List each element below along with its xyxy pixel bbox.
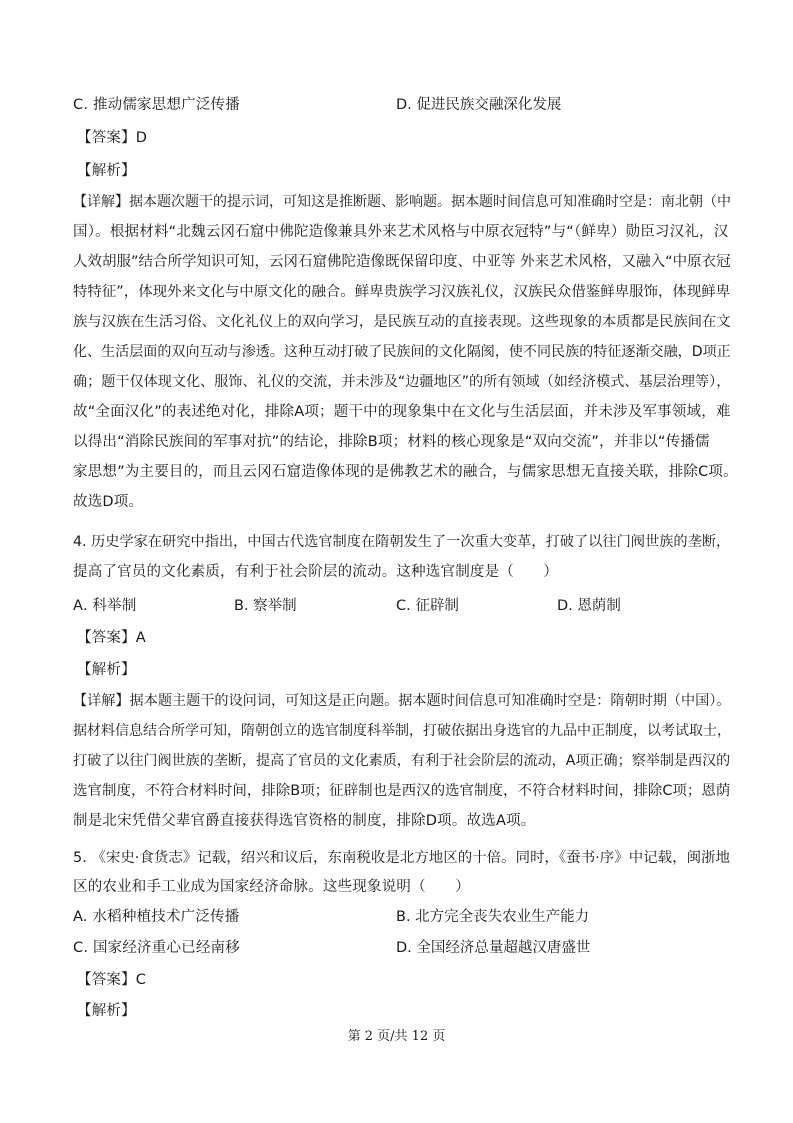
q5-option-b: B. 北方完全丧失农业生产能力 xyxy=(396,909,590,925)
q3-analysis-line: 人效胡服”结合所学知识可知，云冈石窟佛陀造像既保留印度、中亚等 外来艺术风格，又融入“中原衣冠 xyxy=(73,254,731,270)
q3-analysis-line: 故“全面汉化”的表述绝对化，排除A项；题干中的现象集中在文化与生活层面，并未涉及军事领域，难 xyxy=(73,404,731,420)
page-number-footer: 第 2 页/共 12 页 xyxy=(347,1029,446,1044)
q4-stem-line: 4. 历史学家在研究中指出，中国古代选官制度在隋朝发生了一次重大变革，打破了以往门阀世族的垄断， xyxy=(73,534,731,550)
q3-analysis-line: 家思想”为主要目的，而且云冈石窟造像体现的是佛教艺术的融合，与儒家思想无直接关联，排除C项。 xyxy=(73,464,738,480)
q3-option-d: D. 促进民族交融深化发展 xyxy=(396,97,562,113)
q3-analysis-line: 确；题干仅体现文化、服饰、礼仪的交流，并未涉及“边疆地区”的所有领域（如经济模式、基层治理等）， xyxy=(73,374,731,390)
q4-analysis-line: 【详解】据本题主题干的设问词，可知这是正向题。据本题时间信息可知准确时空是：隋朝时期（中国）。 xyxy=(73,693,731,709)
q3-analysis-label: 【解析】 xyxy=(77,163,136,179)
q3-analysis-line: 特特征”，体现外来文化与中原文化的融合。鲜卑贵族学习汉族礼仪，汉族民众借鉴鲜卑服饰，体现鲜卑 xyxy=(73,284,731,300)
q5-option-d: D. 全国经济总量超越汉唐盛世 xyxy=(396,940,591,956)
q5-analysis-label: 【解析】 xyxy=(77,1003,136,1019)
q3-analysis-line: 国）。根据材料“北魏云冈石窟中佛陀造像兼具外来艺术风格与中原衣冠特”与“（鲜卑）勋臣习汉礼，汉 xyxy=(73,224,729,240)
q4-analysis-line: 选官制度，不符合材料时间，排除B项；征辟制也是西汉的选官制度，不符合材料时间，排除C项；恩荫 xyxy=(73,783,731,799)
q4-option-a: A. 科举制 xyxy=(73,598,137,614)
q3-option-c: C. 推动儒家思想广泛传播 xyxy=(73,97,240,113)
q3-analysis-line: 化、生活层面的双向互动与渗透。这种互动打破了民族间的文化隔阂，使不同民族的特征逐渐交融，D项正 xyxy=(73,344,731,360)
q4-option-d: D. 恩荫制 xyxy=(557,598,621,614)
q5-stem-line: 区的农业和手工业成为国家经济命脉。这些现象说明（ ） xyxy=(73,879,470,895)
q3-analysis-line: 【详解】据本题次题干的提示词，可知这是推断题、影响题。据本题时间信息可知准确时空是：南北朝（中 xyxy=(73,194,731,210)
q5-option-c: C. 国家经济重心已经南移 xyxy=(73,940,240,956)
q4-stem-line: 提高了官员的文化素质，有利于社会阶层的流动。这种选官制度是（ ） xyxy=(73,564,559,580)
q4-analysis-line: 打破了以往门阀世族的垄断，提高了官员的文化素质，有利于社会阶层的流动，A项正确；察举制是西汉的 xyxy=(73,753,731,769)
q4-answer: 【答案】A xyxy=(77,630,146,646)
q5-option-a: A. 水稻种植技术广泛传播 xyxy=(73,909,240,925)
q4-analysis-label: 【解析】 xyxy=(77,662,136,678)
q4-analysis-line: 制是北宋凭借父辈官爵直接获得选官资格的制度，排除D项。故选A项。 xyxy=(73,813,536,829)
q4-option-c: C. 征辟制 xyxy=(396,598,459,614)
q3-analysis-line: 族与汉族在生活习俗、文化礼仪上的双向学习，是民族互动的直接表现。这些现象的本质都是民族间在文 xyxy=(73,314,731,330)
q3-answer: 【答案】D xyxy=(77,130,148,146)
q4-analysis-line: 据材料信息结合所学可知，隋朝创立的选官制度科举制，打破依据出身选官的九品中正制度，以考试取士， xyxy=(73,723,731,739)
q3-analysis-line: 故选D项。 xyxy=(73,494,144,510)
q4-option-b: B. 察举制 xyxy=(234,598,297,614)
q3-analysis-line: 以得出“消除民族间的军事对抗”的结论，排除B项；材料的核心现象是“双向交流”，并非以“传播儒 xyxy=(73,434,710,450)
q5-stem-line: 5. 《宋史·食货志》记载，绍兴和议后，东南税收是北方地区的十倍。同时，《蚕书·序》中记载，闽浙地 xyxy=(73,850,730,866)
q5-answer: 【答案】C xyxy=(77,972,147,988)
